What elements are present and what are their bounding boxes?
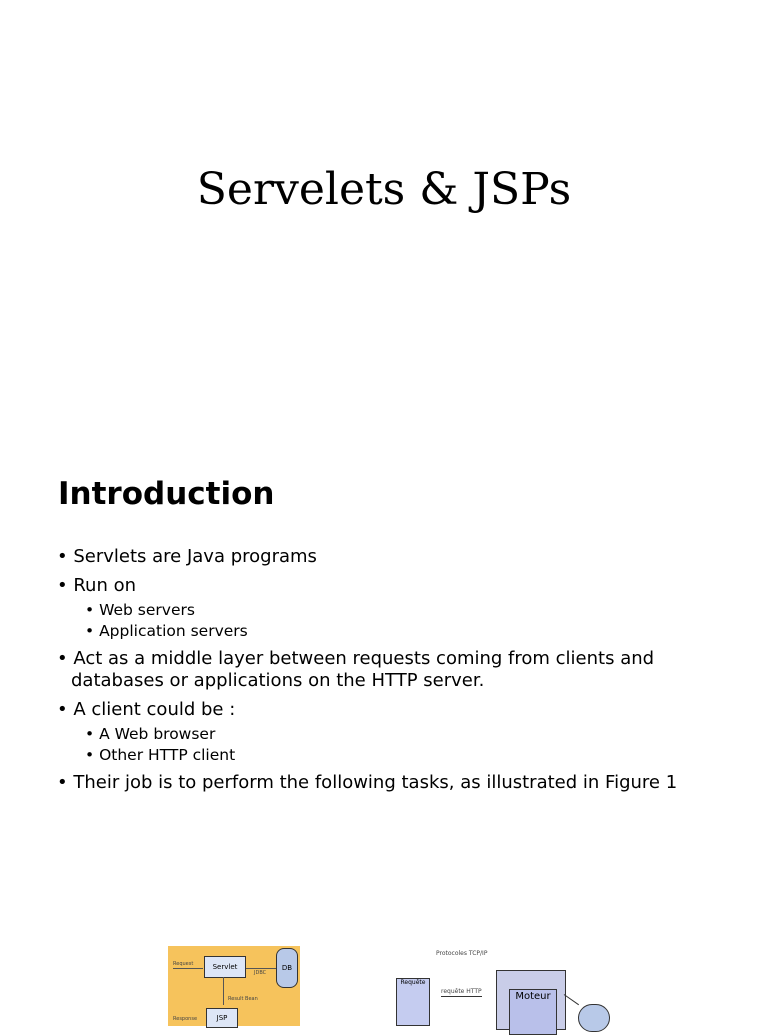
result-arrow — [223, 977, 224, 1005]
bullet-item: • Their job is to perform the following tasks, as illustrated in Figure 1 — [57, 772, 737, 794]
jdbc-arrow — [246, 968, 276, 969]
sub-bullet-item: • Application servers — [85, 621, 737, 642]
jdbc-label: JDBC — [254, 970, 267, 976]
db-icon: DB — [276, 948, 298, 988]
request-arrow — [173, 968, 203, 969]
sub-bullet-item: • Web servers — [85, 600, 737, 621]
jsp-box: JSP — [206, 1008, 238, 1028]
bullet-item: • Run on — [57, 575, 737, 597]
servlet-diagram — [168, 946, 300, 1026]
database-icon — [578, 1004, 610, 1032]
slide-heading: Introduction — [58, 476, 275, 512]
db-arrow — [564, 994, 579, 1005]
request-label: Request — [173, 961, 194, 967]
requete-label: Requête — [400, 979, 426, 986]
bullet-item: • A client could be : — [57, 699, 737, 721]
sub-bullet-item: • Other HTTP client — [85, 745, 737, 766]
bullet-item: • Act as a middle layer between requests coming from clients and databases or applications on the HTTP server. — [57, 648, 737, 692]
requete-box — [396, 978, 430, 1026]
server-box — [496, 970, 566, 1030]
sub-bullet-item: • A Web browser — [85, 724, 737, 745]
bullet-list — [57, 546, 737, 801]
sub-bullet-list — [57, 724, 737, 766]
slide-1 — [0, 0, 768, 448]
moteur-box — [509, 989, 557, 1035]
slide-title: Servelets & JSPs — [196, 164, 572, 215]
bullet-item: • Servlets are Java programs — [57, 546, 737, 568]
result-bean-label: Result Bean — [228, 996, 258, 1002]
sub-bullet-list — [57, 600, 737, 642]
response-label: Response — [173, 1016, 198, 1022]
http-diagram — [396, 948, 646, 1028]
moteur-label: Moteur — [515, 991, 551, 1002]
protocol-label: Protocoles TCP/IP — [436, 950, 488, 957]
requete-http-label: requête HTTP — [441, 988, 482, 995]
servlet-box: Servlet — [204, 956, 246, 978]
